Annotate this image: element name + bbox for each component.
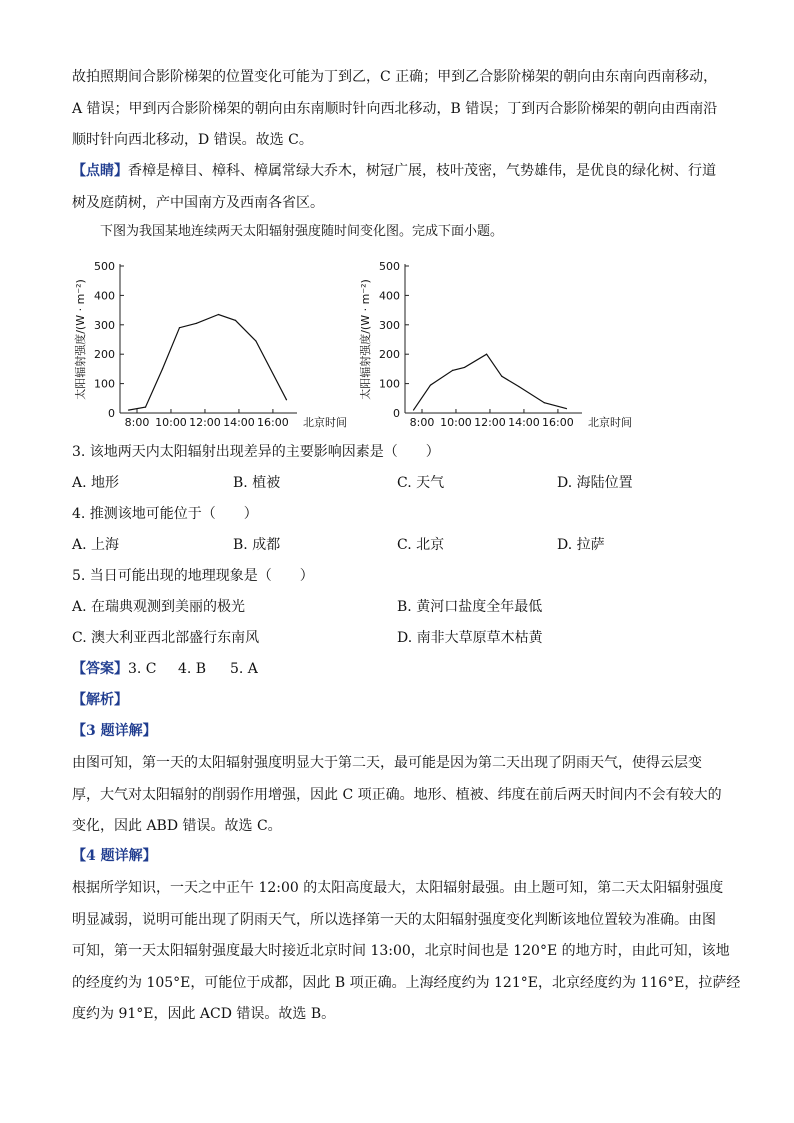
y-tick-label: 400	[379, 289, 400, 303]
data-point	[145, 407, 146, 408]
q4-detail-line: 可知，第一天太阳辐射强度最大时接近北京时间 13:00，北京时间也是 120°E 的地方时，由此可知，该地	[72, 943, 730, 959]
question-4-option-a: A. 上海	[72, 537, 120, 553]
series-line	[129, 315, 287, 411]
intro-paragraph	[72, 62, 724, 157]
dianjing-text: 树及庭荫树，产中国南方及西南各省区。	[72, 194, 324, 211]
y-tick-label: 0	[108, 407, 115, 420]
chart-day2	[355, 258, 645, 428]
answer-row	[72, 659, 157, 679]
q4-detail-line: 的经度约为 105°E，可能位于成都，因此 B 项正确。上海经度约为 121°E，北京经度约为 116°E，拉萨经	[72, 974, 741, 991]
data-point	[255, 340, 256, 341]
x-tick-label: 12:00	[474, 416, 506, 428]
y-tick-label: 400	[94, 289, 115, 303]
question-4-option-c: C. 北京	[397, 537, 445, 553]
data-point	[162, 368, 163, 369]
intro-line: 顺时针向西北移动，D 错误。故选 C。	[72, 132, 313, 148]
data-point	[179, 327, 180, 328]
data-point	[566, 408, 567, 409]
question-5-option-c: C. 澳大利亚西北部盛行东南风	[72, 630, 260, 646]
question-5-stem: 5. 当日可能出现的地理现象是（ ）	[72, 568, 314, 584]
y-tick-label: 500	[379, 260, 400, 273]
dianjing-paragraph	[72, 156, 724, 219]
q3-detail-line: 厚，大气对太阳辐射的削弱作用增强，因此 C 项正确。地形、植被、纬度在前后两天时间内不会有较大的	[72, 786, 722, 803]
q3-detail	[72, 748, 724, 843]
q4-detail	[72, 873, 741, 1031]
y-tick-label: 500	[94, 260, 115, 273]
y-tick-label: 200	[379, 348, 400, 362]
series-line	[414, 354, 567, 410]
x-tick-label: 16:00	[257, 416, 289, 428]
answer-value: 4. B	[178, 661, 207, 677]
x-tick-label: 16:00	[542, 416, 574, 428]
data-point	[235, 320, 236, 321]
data-point	[286, 399, 287, 400]
question-3-option-c: C. 天气	[397, 475, 445, 491]
q4-detail-line: 度约为 91°E，因此 ACD 错误。故选 B。	[72, 1006, 336, 1022]
intro-line: A 错误；甲到丙合影阶梯架的朝向由东南顺时针向西北移动，B 错误；丁到丙合影阶梯架的朝向由西南沿	[72, 100, 718, 117]
x-tick-label: 8:00	[124, 416, 150, 428]
figure-caption: 下图为我国某地连续两天太阳辐射强度随时间变化图。完成下面小题。	[100, 224, 504, 239]
intro-line: 故拍照期间合影阶梯架的位置变化可能为丁到乙，C 正确；甲到乙合影阶梯架的朝向由东南向西南移动，	[72, 69, 718, 85]
x-tick-label: 14:00	[508, 416, 540, 428]
dianjing-text: 香樟是樟目、樟科、樟属常绿大乔木，树冠广展，枝叶茂密，气势雄伟，是优良的绿化树、行道	[128, 163, 716, 179]
data-point	[413, 409, 414, 410]
dianjing-tag: 【点睛】	[72, 163, 128, 179]
question-3-option-b: B. 植被	[233, 475, 281, 491]
question-4-option-b: B. 成都	[233, 537, 281, 553]
q4-detail-line: 明显减弱，说明可能出现了阴雨天气，所以选择第一天的太阳辐射强度变化判断该地位置较为准确。由图	[72, 911, 716, 928]
data-point	[464, 367, 465, 368]
data-point	[196, 323, 197, 324]
data-point	[518, 386, 519, 387]
data-point	[544, 402, 545, 403]
data-point	[452, 370, 453, 371]
q3-detail-tag: 【3 题详解】	[72, 723, 157, 739]
x-tick-label: 12:00	[189, 416, 221, 428]
analysis-tag: 【解析】	[72, 692, 128, 708]
answer-tag: 【答案】	[72, 661, 128, 677]
x-tick-label: 8:00	[409, 416, 435, 428]
data-point	[486, 354, 487, 355]
answer-value: 5. A	[230, 661, 258, 677]
data-point	[218, 314, 219, 315]
question-3-option-d: D. 海陆位置	[557, 475, 633, 491]
question-5-option-b: B. 黄河口盐度全年最低	[397, 599, 543, 615]
y-tick-label: 300	[379, 318, 400, 332]
x-tick-label: 10:00	[440, 416, 472, 428]
y-tick-label: 100	[94, 377, 115, 391]
x-tick-label: 10:00	[155, 416, 187, 428]
y-axis-label: 太阳辐射强度/(W · m⁻²)	[74, 279, 87, 400]
answer-value: 3. C	[128, 661, 157, 677]
question-3-option-a: A. 地形	[72, 475, 120, 491]
q3-detail-line: 由图可知，第一天的太阳辐射强度明显大于第二天，最可能是因为第二天出现了阴雨天气，使得云层变	[72, 755, 702, 771]
question-4-option-d: D. 拉萨	[557, 537, 605, 553]
y-tick-label: 0	[393, 407, 400, 420]
x-axis-label: 北京时间	[588, 416, 632, 428]
question-4-stem: 4. 推测该地可能位于（ ）	[72, 506, 258, 522]
question-5-option-d: D. 南非大草原草木枯黄	[397, 630, 543, 646]
q4-detail-line: 根据所学知识，一天之中正午 12:00 的太阳高度最大，太阳辐射最强。由上题可知，第二天太阳辐射强度	[72, 880, 724, 896]
data-point	[128, 409, 129, 410]
x-axis-label: 北京时间	[303, 416, 347, 428]
q3-detail-line: 变化，因此 ABD 错误。故选 C。	[72, 818, 282, 834]
y-tick-label: 200	[94, 348, 115, 362]
chart-day1	[70, 258, 360, 428]
y-tick-label: 100	[379, 377, 400, 391]
data-point	[430, 384, 431, 385]
question-5-option-a: A. 在瑞典观测到美丽的极光	[72, 599, 246, 615]
x-tick-label: 14:00	[223, 416, 255, 428]
data-point	[501, 376, 502, 377]
y-tick-label: 300	[94, 318, 115, 332]
q4-detail-tag: 【4 题详解】	[72, 848, 157, 864]
question-3-stem: 3. 该地两天内太阳辐射出现差异的主要影响因素是（ ）	[72, 444, 440, 460]
y-axis-label: 太阳辐射强度/(W · m⁻²)	[359, 279, 372, 400]
